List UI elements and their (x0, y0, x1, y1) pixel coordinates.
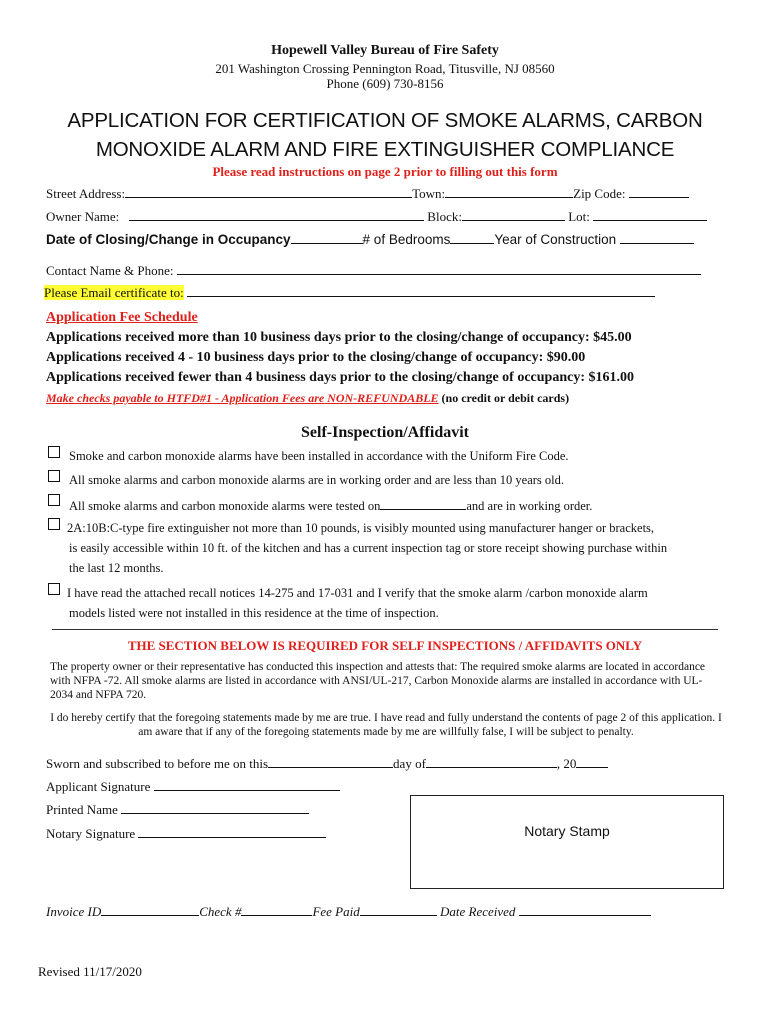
certification-paragraph: I do hereby certify that the foregoing statements made by me are true. I have read and fully understand the contents of page 2 of this application. I am aware that if any of the foregoing statements made by me are willfully false, I will be subject to penalty. (50, 712, 722, 738)
owner-name-label: Owner Name: (46, 209, 120, 224)
notary-signature-label: Notary Signature (46, 826, 136, 841)
checkbox-extinguisher[interactable] (48, 518, 60, 530)
town-label: Town: (412, 186, 446, 201)
item-tested-text: All smoke alarms and carbon monoxide alarms were tested on (69, 499, 381, 513)
affidavit-heading: Self-Inspection/Affidavit (301, 424, 469, 441)
bedrooms-label: # of Bedrooms (362, 232, 451, 247)
checkbox-installed[interactable] (48, 446, 60, 458)
tested-date-field[interactable] (380, 497, 466, 510)
date-closing-field[interactable] (291, 231, 363, 244)
attestation-paragraph: The property owner or their representative has conducted this inspection and attests that: The required smoke alarms are located in accordance with NFPA -72. All smoke alarms are listed in accordance with ANSI/UL-217, Carbon Monoxide alarms are installed in accordance with UL-2034 and NFPA 720. (50, 661, 706, 701)
notary-stamp-box (410, 795, 724, 889)
sworn-year-field[interactable] (576, 755, 608, 768)
zip-field[interactable] (629, 185, 689, 198)
street-address-field[interactable] (125, 185, 412, 198)
office-use-row (46, 903, 651, 920)
applicant-row (46, 778, 340, 795)
notary-signature-field[interactable] (138, 825, 326, 838)
item-working-order: All smoke alarms and carbon monoxide alarms are in working order and are less than 10 years old. (69, 473, 564, 487)
lot-label: Lot: (568, 209, 590, 224)
item-extinguisher-line1: 2A:10B:C-type fire extinguisher not more than 10 pounds, is visibly mounted using manufacturer hanger or brackets, (67, 521, 655, 535)
sworn-row (46, 755, 608, 772)
checkbox-working-order[interactable] (48, 470, 60, 482)
owner-name-field[interactable] (129, 208, 424, 221)
check-number-label: Check # (199, 904, 242, 919)
email-row (44, 284, 655, 301)
street-address-label: Street Address: (46, 186, 126, 201)
email-label: Please Email certificate to: (44, 285, 184, 300)
contact-label: Contact Name & Phone: (46, 263, 174, 278)
item-tested-text-end: and are in working order. (466, 499, 593, 513)
email-field[interactable] (187, 284, 655, 297)
lot-field[interactable] (593, 208, 707, 221)
item-installed: Smoke and carbon monoxide alarms have been installed in accordance with the Uniform Fire Code. (69, 449, 569, 463)
section-divider (52, 629, 718, 630)
self-inspection-section-heading: THE SECTION BELOW IS REQUIRED FOR SELF INSPECTIONS / AFFIDAVITS ONLY (127, 638, 643, 653)
revision-date: Revised 11/17/2020 (38, 964, 142, 979)
street-address-row (46, 185, 689, 202)
item-extinguisher-line3: the last 12 months. (69, 561, 164, 575)
fee-line-2: Applications received 4 - 10 business days prior to the closing/change of occupancy: $90.00 (46, 350, 586, 365)
date-received-label: Date Received (440, 904, 516, 919)
item-recall-line2: models listed were not installed in this residence at the time of inspection. (69, 606, 439, 620)
form-title (0, 106, 770, 164)
item-tested (69, 497, 592, 514)
applicant-signature-field[interactable] (154, 778, 340, 791)
invoice-id-field[interactable] (101, 903, 199, 916)
contact-row (46, 262, 701, 279)
instructions-note: Please read instructions on page 2 prior to filling out this form (212, 164, 558, 179)
printed-name-row (46, 801, 309, 818)
check-number-field[interactable] (241, 903, 312, 916)
date-received-field[interactable] (519, 903, 651, 916)
year-prefix-label: , 20 (556, 756, 577, 771)
item-recall-line1: I have read the attached recall notices 14-275 and 17-031 and I verify that the smoke alarm /carbon monoxide alarm (67, 586, 648, 600)
block-field[interactable] (462, 208, 565, 221)
org-name: Hopewell Valley Bureau of Fire Safety (271, 43, 499, 58)
no-cards-note: (no credit or debit cards) (438, 391, 570, 405)
org-address: 201 Washington Crossing Pennington Road, Titusville, NJ 08560 (215, 61, 555, 76)
form-title-line2: MONOXIDE ALARM AND FIRE EXTINGUISHER COMPLIANCE (95, 138, 675, 161)
fee-line-3: Applications received fewer than 4 business days prior to the closing/change of occupancy: $161.00 (46, 370, 635, 385)
printed-name-label: Printed Name (46, 802, 118, 817)
sworn-label: Sworn and subscribed to before me on this (46, 756, 269, 771)
notary-stamp-label: Notary Stamp (524, 823, 610, 839)
town-field[interactable] (445, 185, 573, 198)
fee-paid-field[interactable] (360, 903, 437, 916)
block-label: Block: (427, 209, 462, 224)
sworn-day-field[interactable] (268, 755, 393, 768)
year-construction-label: Year of Construction (494, 232, 617, 247)
checks-note (46, 391, 569, 406)
fee-schedule-heading: Application Fee Schedule (46, 310, 198, 325)
bedrooms-field[interactable] (450, 231, 494, 244)
invoice-id-label: Invoice ID (46, 904, 102, 919)
notary-signature-row (46, 825, 326, 842)
checkbox-tested[interactable] (48, 494, 60, 506)
item-extinguisher-line2: is easily accessible within 10 ft. of the kitchen and has a current inspection tag or store receipt showing purchase within (69, 541, 668, 555)
year-construction-field[interactable] (620, 231, 694, 244)
form-title-line1: APPLICATION FOR CERTIFICATION OF SMOKE ALARMS, CARBON (67, 109, 703, 132)
day-of-label: day of (393, 756, 426, 771)
fee-line-1: Applications received more than 10 business days prior to the closing/change of occupancy: $45.00 (46, 330, 632, 345)
zip-label: Zip Code: (573, 186, 626, 201)
org-phone: Phone (609) 730-8156 (326, 76, 444, 91)
applicant-signature-label: Applicant Signature (46, 779, 151, 794)
date-closing-label: Date of Closing/Change in Occupancy (46, 232, 291, 247)
checks-payable-note: Make checks payable to HTFD#1 - Application Fees are NON-REFUNDABLE (46, 391, 439, 405)
fee-paid-label: Fee Paid (312, 904, 360, 919)
printed-name-field[interactable] (121, 801, 309, 814)
owner-row (46, 208, 707, 225)
checkbox-recall[interactable] (48, 583, 60, 595)
occupancy-row (46, 231, 694, 247)
contact-field[interactable] (177, 262, 701, 275)
sworn-month-field[interactable] (426, 755, 557, 768)
